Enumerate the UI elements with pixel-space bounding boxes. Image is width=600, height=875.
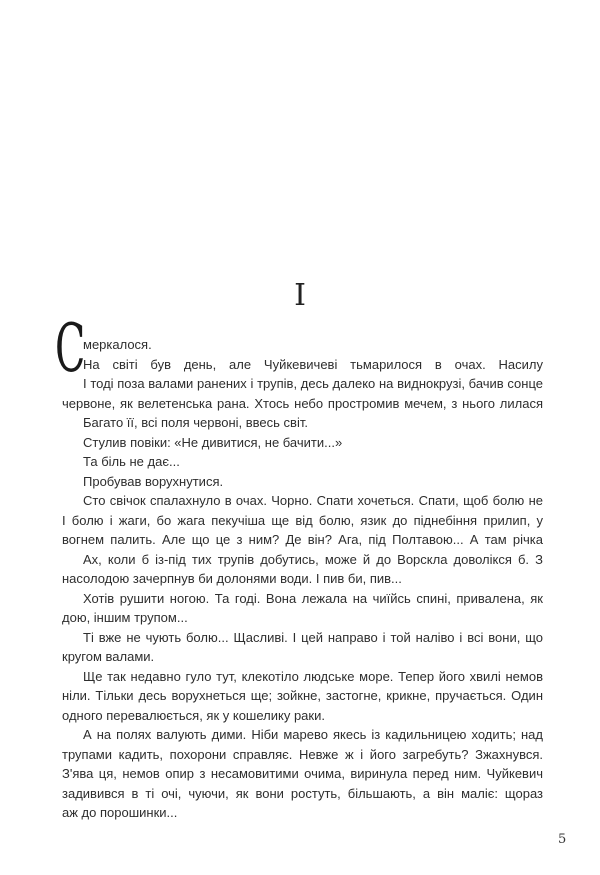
text-line: одного перевалюється, як у кошелику раки.	[62, 707, 325, 723]
text-line: Ах, коли б із-під тих трупів добутись, може й до Ворскла доволікся б. З	[83, 551, 543, 567]
drop-cap: С	[55, 310, 86, 387]
text-line: А на полях валують дими. Ніби марево якесь із кадильницею ходить; над	[83, 727, 543, 742]
text-line: вогнем палить. Але що це з ним? Де він? Ага, під Полтавою... А там річка	[62, 532, 543, 547]
text-line: З'ява ця, немов опир з несамовитими очима, виринула перед ним. Чуйкевич	[62, 766, 543, 781]
text-line: трупами кадить, похорони справляє. Невже ж і його загребуть? Зжахнувся.	[62, 746, 543, 762]
body-text	[62, 335, 543, 823]
text-line: І тоді поза валами ранених і трупів, десь далеко на виднокрузі, бачив сонце	[83, 376, 543, 391]
text-line: червоне, як велетенська рана. Хтось небо простромив мечем, з нього лилася	[62, 395, 543, 411]
text-line: Багато її, всі поля червоні, ввесь світ.	[83, 415, 308, 430]
text-line: На світі був день, але Чуйкевичеві тьмарилося в очах. Насилу	[83, 356, 543, 372]
text-line: Пробував ворухнутися.	[83, 473, 224, 489]
text-line: Ще так недавно гуло тут, клекотіло людське море. Тепер його хвилі немов	[83, 668, 543, 684]
text-line: кругом валами.	[62, 649, 155, 664]
page-number: 5	[558, 832, 567, 847]
text-line: Ті вже не чують болю... Щасливі. І цей направо і той наліво і всі вони, що	[83, 629, 543, 645]
chapter-number: І	[294, 278, 306, 313]
text-line: І болю і жаги, бо жага пекучіша ще від болю, язик до піднебіння прилип, у	[62, 512, 543, 528]
text-line: меркалося.	[83, 337, 152, 352]
text-line: аж до порошинки...	[62, 805, 178, 820]
text-line: задивився в ті очі, чуючи, як вони ростуть, більшають, а він маліє: щораз	[62, 785, 543, 801]
text-line: насолодою зачерпнув би долонями води. І пив би, пив...	[62, 571, 402, 586]
text-line: Сто свічок спалахнуло в очах. Чорно. Спати хочеться. Спати, щоб болю не	[83, 493, 543, 508]
text-line: ніли. Тільки десь ворухнеться ще; зойкне, застогне, крикне, пручається. Один	[62, 688, 543, 703]
text-line: Та біль не дає...	[83, 454, 180, 469]
text-line: дою, іншим трупом...	[62, 610, 188, 625]
text-line: Стулив повіки: «Не дивитися, не бачити...»	[83, 434, 343, 450]
text-line: Хотів рушити ногою. Та годі. Вона лежала на чиїйсь спині, привалена, як	[83, 590, 543, 606]
